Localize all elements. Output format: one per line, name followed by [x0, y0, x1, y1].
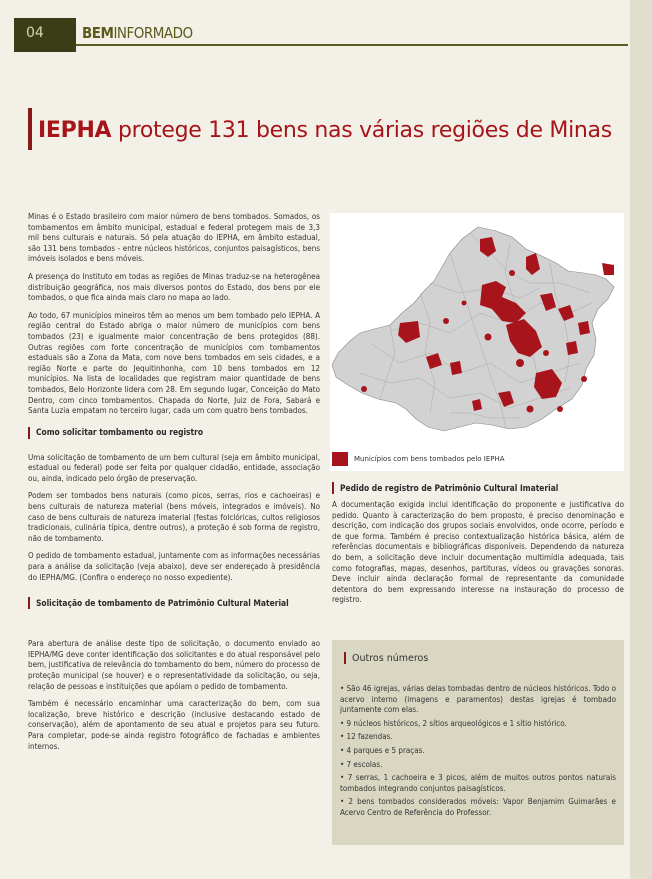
subheading-accent-bar [28, 427, 30, 439]
subheading-accent-bar [28, 597, 30, 609]
list-item: • 4 parques e 5 praças. [340, 745, 425, 755]
list-item: • 7 escolas. [340, 759, 383, 769]
paragraph: Uma solicitação de tombamento de um bem cultural (seja em âmbito municipal, estadual ou federal) pode ser feita por qualquer cidadão, entidade, associação ou, ainda, indicado pelo órgão de preservação. [28, 452, 320, 483]
paragraph: Ao todo, 67 municípios mineiros têm ao menos um bem tombado pelo IEPHA. A região central do Estado abriga o maior número de municípios com bens tombados (23) e igualmente maior concentração de bens protegidos (88). Outras regiões com forte concentração de municípios com tombamentos estaduais são a Zona da Mata, com nove bens tombados em seis cidades, e a região Norte e parte do Jequitinhonha, com 10 bens tombados em 12 municípios. Na lista de localidades que registram maior quantidade de bens tombados, Belo Horizonte lidera com 28. Em segundo lugar, Conceição do Mato Dentro, com cinco tombamentos. Chapada do Norte, Juiz de Fora, Sabará e Santa Luzia empatam no terceiro lugar, cada um com quatro bens tombados. [28, 310, 320, 416]
title-acronym: IEPHA [38, 118, 112, 143]
municipality-sudoeste [450, 361, 462, 375]
legend-swatch [332, 452, 348, 466]
paragraph: Também é necessário encaminhar uma caracterização do bem, com sua localização, breve histórico e descrição (inclusive destacando estado de conservação), além de apontamento de seu atual e projetos para seu futuro. Para completar, pode-se ainda registro fotográfico de fachadas e ambientes internos. [28, 699, 320, 751]
title-rest: protege 131 bens nas várias regiões de Minas [111, 118, 612, 143]
municipality-mata-2 [566, 341, 578, 355]
list-item: • 2 bens tombados considerados móveis: Vapor Benjamim Guimarães e Acervo Centro de Referência do Professor. [340, 797, 616, 817]
municipality-dot [462, 301, 467, 306]
box-title-accent-bar [344, 652, 346, 664]
list-item: • 7 serras, 1 cachoeira e 3 picos, além de muitos outros pontos naturais tombados integrando conjuntos paisagísticos. [340, 773, 616, 793]
municipality-dot [516, 359, 524, 367]
municipality-east [602, 263, 614, 275]
title-accent-bar [28, 108, 32, 150]
article-title [38, 118, 612, 143]
municipality-dot [543, 350, 549, 356]
subheading-imaterial [332, 482, 624, 494]
list-item: • 9 núcleos históricos, 2 sítios arqueológicos e 1 sítio histórico. [340, 718, 567, 728]
subheading-text: Pedido de registro de Patrimônio Cultural Imaterial [340, 482, 559, 493]
municipality-dot [557, 406, 563, 412]
municipality-dot [361, 386, 367, 392]
paragraph: O pedido de tombamento estadual, juntamente com as informações necessárias para a análise da solicitação (veja abaixo), deve ser endereçado à presidência do IEPHA/MG. (Confira o endereço no nosso expediente). [28, 551, 320, 582]
box-title-text: Outros números [352, 652, 429, 664]
subheading-solicitar [28, 427, 320, 439]
municipality-rio-doce [578, 321, 590, 335]
subheading-text: Como solicitar tombamento ou registro [36, 427, 204, 438]
left-column [28, 212, 320, 759]
municipality-dot [485, 334, 492, 341]
right-column [332, 478, 624, 606]
paragraph: Minas é o Estado brasileiro com maior número de bens tombados. Somados, os tombamentos em âmbito municipal, estadual e federal protegem mais de 3,3 mil bens culturais e naturais. Só pela atuação do IEPHA, em âmbito estadual, são 131 bens tombados - entre núcleos históricos, conjuntos paisagísticos, bens imóveis isolados e bens móveis. [28, 212, 320, 264]
subheading-accent-bar [332, 482, 334, 494]
municipality-dot [527, 406, 534, 413]
state-outline [332, 227, 614, 431]
legend-label: Municípios com bens tombados pelo IEPHA [354, 455, 505, 463]
map-legend [332, 452, 505, 466]
list-item: • 12 fazendas. [340, 732, 393, 742]
list-item: • São 46 igrejas, várias delas tombadas dentro de núcleos históricos. Todo o acervo interno (imagens e paramentos) destas igrejas é tombado juntamente com elas. [340, 684, 616, 715]
outros-numeros-box [332, 640, 624, 845]
header-rule [76, 44, 628, 46]
publication-logo [82, 24, 193, 42]
minas-gerais-map-svg [330, 213, 624, 471]
state-map [330, 213, 624, 471]
logo-suffix: INFORMADO [113, 24, 193, 42]
logo-prefix: BEM [82, 24, 114, 42]
paragraph: A presença do Instituto em todas as regiões de Minas traduz-se na heterogênea distribuição geográfica, nos mais diversos pontos do Estado, dos bens por ele tombados, o que fica ainda mais claro no mapa ao lado. [28, 271, 320, 303]
municipality-dot [581, 376, 587, 382]
box-list [340, 684, 616, 822]
page-edge-band [630, 0, 652, 879]
paragraph: A documentação exigida inclui identificação do proponente e justificativa do pedido. Quanto à caracterização do bem proposto, é preciso denominação e descrição, com indicação dos grupos sociais envolvidos, onde ocorre, período e de que forma. Também é preciso contextualização histórica básica, além de referências documentais e bibliográficas disponíveis. Dependendo da natureza do bem, a solicitação deve incluir documentação multimídia adequada, tais como fotografias, mapas, desenhos, partituras, vídeos ou gravações sonoras. Deve incluir ainda declaração formal de representante da comunidade detentora do bem expressando interesse na instauração do processo de registro. [332, 500, 624, 605]
subheading-material [28, 597, 320, 609]
subheading-text: Solicitação de tombamento de Patrimônio Cultural Material [36, 597, 289, 608]
page-number: 04 [14, 18, 76, 52]
box-title [344, 652, 428, 664]
municipality-dot [443, 318, 449, 324]
paragraph: Para abertura de análise deste tipo de solicitação, o documento enviado ao IEPHA/MG deve conter identificação dos solicitantes e do atual responsável pelo bem, justificativa de relevância do tombamento do bem, número do processo de proteção municipal (se houver) e o representatividade da solicitação, ou seja, relação de pessoas e instituições que apóiam o pedido de tombamento. [28, 639, 320, 691]
municipality-dot [509, 270, 515, 276]
paragraph: Podem ser tombados bens naturais (como picos, serras, rios e cachoeiras) e bens culturais de natureza material (bens móveis, integrados e imóveis). No caso de bens culturais de natureza imaterial (festas folclóricas, cultos religiosos tradicionais, culinária típica, dentre outros), a proteção é sob forma de registro, não de tombamento. [28, 491, 320, 543]
